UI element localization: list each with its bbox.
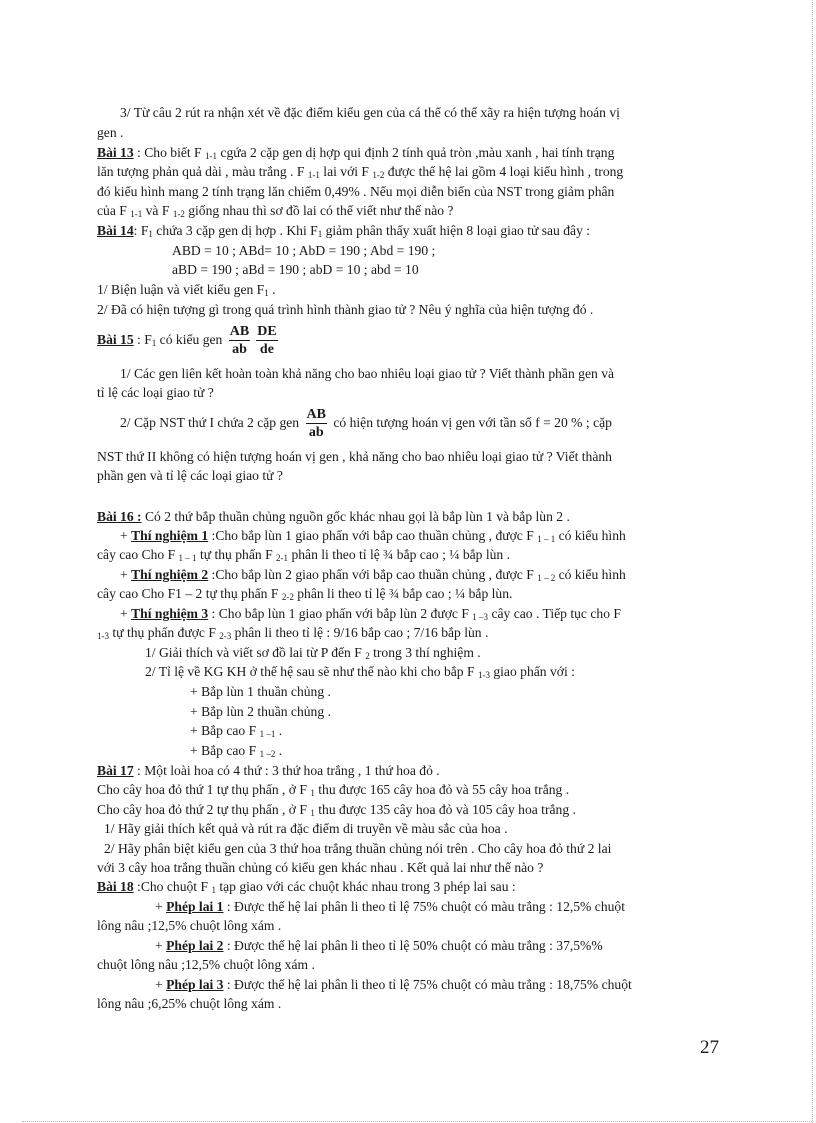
text-line: 1/ Các gen liên kết hoàn toàn khả năng cho bao nhiêu loại giao tử ? Viết thành phần gen và — [120, 366, 615, 381]
exercise-16-label: Bài 16 : — [97, 509, 142, 524]
text-line: + Thí nghiệm 1 :Cho bắp lùn 1 giao phấn với bắp cao thuần chủng , được F $_{1 - 1}$ có kiểu hình — [120, 528, 626, 544]
text-line: tỉ lệ các loại giao tử ? — [97, 385, 214, 400]
text-line: $_{1-3}$ tự thụ phấn được F $_{2-3}$ phân li theo tỉ lệ : 9/16 bắp cao ; 7/16 bắp lùn . — [97, 625, 489, 641]
text-line: phần gen và tỉ lệ các loại giao tử ? — [97, 468, 283, 483]
exercise-18-label: Bài 18 — [97, 879, 134, 894]
text-line: đó kiểu hình mang 2 tính trạng lăn chiếm 0,49% . Nếu mọi diễn biến của NST trong giảm phân — [97, 184, 615, 199]
exercise-18-line: Bài 18 :Cho chuột F $_1$ tạp giao với các chuột khác nhau trong 3 phép lai sau : — [97, 879, 516, 895]
text-line: chuột lông nâu ;12,5% chuột lông xám . — [97, 957, 315, 972]
exercise-17-label: Bài 17 — [97, 763, 134, 778]
exercise-14-label: Bài 14 — [97, 223, 134, 238]
list-item: + Bắp cao F $_{1 -1}$ . — [190, 723, 283, 739]
text-line: 1/ Giải thích và viết sơ đồ lai từ P đến F $_2$ trong 3 thí nghiệm . — [145, 645, 481, 661]
text-line: Cho cây hoa đỏ thứ 1 tự thụ phấn , ở F $_1$ thu được 165 cây hoa đỏ và 55 cây hoa trắng . — [97, 782, 570, 798]
text-line: 2/ Hãy phân biệt kiểu gen của 3 thứ hoa trắng thuần chủng nói trên . Cho cây hoa đỏ thứ 2 lai — [104, 841, 612, 856]
text-line: + Thí nghiệm 3 : Cho bắp lùn 1 giao phấn với bắp lùn 2 được F $_{1 -3}$ cây cao . Tiếp tục cho F — [120, 606, 621, 622]
text-line: 2/ Tỉ lệ về KG KH ở thế hệ sau sẽ như thế nào khi cho bắp F $_{1-3}$ giao phấn với : — [145, 664, 575, 680]
text-line: lông nâu ;6,25% chuột lông xám . — [97, 996, 282, 1011]
text-line: ABD = 10 ; ABd= 10 ; AbD = 190 ; Abd = 190 ; — [172, 243, 436, 258]
text-line: aBD = 190 ; aBd = 190 ; abD = 10 ; abd = 10 — [172, 262, 419, 277]
text-line: cây cao Cho F1 – 2 tự thụ phấn F $_{2-2}$ phân li theo tỉ lệ ¾ bắp cao ; ¼ bắp lùn. — [97, 586, 513, 602]
text-line: Cho cây hoa đỏ thứ 2 tự thụ phấn , ở F $_1$ thu được 135 cây hoa đỏ và 105 cây hoa trắng . — [97, 802, 576, 818]
list-item: + Bắp lùn 2 thuần chủng . — [190, 704, 331, 719]
page-border — [22, 1121, 812, 1122]
text-line: + Phép lai 2 : Được thế hệ lai phân li theo tỉ lệ 50% chuột có màu trắng : 37,5%% — [155, 938, 603, 953]
genotype-fraction-ab: $\frac{AB}{ab}$ — [229, 324, 250, 358]
page-border — [812, 0, 813, 1123]
text-line: 1/ Biện luận và viết kiểu gen $F_1$ . — [97, 282, 276, 298]
page-number: 27 — [700, 1037, 719, 1058]
text-line: + Thí nghiệm 2 :Cho bắp lùn 2 giao phấn với bắp cao thuần chủng , được F $_{1 - 2}$ có kiểu hình — [120, 567, 626, 583]
exercise-16-line: Bài 16 : Có 2 thứ bắp thuần chủng nguồn gốc khác nhau gọi là bắp lùn 1 và bắp lùn 2 . — [97, 509, 570, 524]
text-line: cây cao Cho F $_{1 - 1}$ tự thụ phấn F $_{2-1}$ phân li theo tỉ lệ ¾ bắp cao ; ¼ bắp lùn . — [97, 547, 511, 563]
text-line: lông nâu ;12,5% chuột lông xám . — [97, 918, 282, 933]
exercise-17-line: Bài 17 : Một loài hoa có 4 thứ : 3 thứ hoa trắng , 1 thứ hoa đỏ . — [97, 763, 440, 778]
text-line: gen . — [97, 125, 124, 140]
text-line: của F $_{1-1}$ và F $_{1-2}$ giống nhau thì sơ đồ lai có thể viết như thế nào ? — [97, 203, 454, 219]
exercise-14-line: Bài 14: $F_1$ chứa 3 cặp gen dị hợp . Khi $F_1$ giảm phân thấy xuất hiện 8 loại giao tử sau đây : — [97, 223, 591, 239]
text-line: NST thứ II không có hiện tượng hoán vị gen , khả năng cho bao nhiêu loại giao tử ? Viết thành — [97, 449, 612, 464]
text-line: + Phép lai 3 : Được thế hệ lai phân li theo tỉ lệ 75% chuột có màu trắng : 18,75% chuột — [155, 977, 632, 992]
genotype-fraction-ab: $\frac{AB}{ab}$ — [306, 407, 326, 441]
exercise-15-line: Bài 15 : $F_1$ có kiểu gen $\frac{AB}{ab}$ $\frac{DE}{de}$ — [97, 324, 277, 358]
list-item: + Bắp cao F $_{1 -2}$ . — [190, 743, 283, 759]
exercise-13-line: Bài 13 : Cho biết F $_{1-1}$ cgứa 2 cặp gen dị hợp qui định 2 tính quả tròn ,màu xanh , hai tính trạng — [97, 145, 615, 161]
exercise-15-label: Bài 15 — [97, 332, 134, 347]
text-line: với 3 cây hoa trắng thuần chủng có kiểu gen khác nhau . Kết quả lai như thế nào ? — [97, 860, 544, 875]
text-line: 3/ Từ câu 2 rút ra nhận xét về đặc điểm kiểu gen của cá thể có thể xãy ra hiện tượng hoán vị — [120, 105, 620, 120]
exercise-13-label: Bài 13 — [97, 145, 134, 160]
text-line: 2/ Cặp NST thứ I chứa 2 cặp gen $\frac{AB}{ab}$ có hiện tượng hoán vị gen với tần số f = 20 % ; cặp — [120, 407, 612, 441]
genotype-fraction-de: $\frac{DE}{de}$ — [257, 324, 277, 358]
text-line: lăn tượng phản quả dài , màu trắng . F $_{1-1}$ lai với F $_{1-2}$ được thế hệ lai gồm 4 loại kiểu hình , trong — [97, 164, 624, 180]
list-item: + Bắp lùn 1 thuần chủng . — [190, 684, 331, 699]
text-line: 2/ Đã có hiện tượng gì trong quá trình hình thành giao tử ? Nêu ý nghĩa của hiện tượng đó . — [97, 302, 594, 317]
text-line: 1/ Hãy giải thích kết quả và rút ra đặc điểm di truyền về màu sắc của hoa . — [104, 821, 508, 836]
text-line: + Phép lai 1 : Được thế hệ lai phân li theo tỉ lệ 75% chuột có màu trắng : 12,5% chuột — [155, 899, 625, 914]
